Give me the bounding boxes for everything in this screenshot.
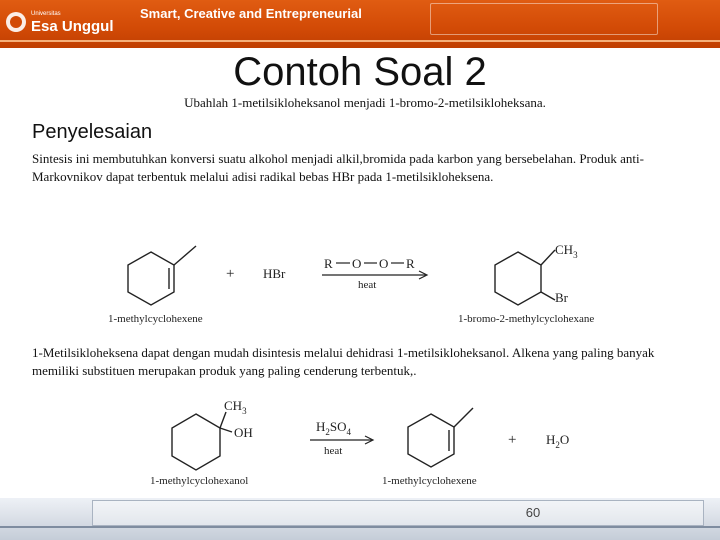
product-2-label: 1-methylcyclohexene [382,475,477,487]
logo-small-text: Universitas [31,11,61,17]
header-frame [430,3,658,35]
svg-text:R: R [324,256,333,271]
bromomethylcyclohexane-structure [495,250,555,305]
solution-paragraph-2: 1-Metilsikloheksena dapat dengan mudah disintesis melalui dehidrasi 1-metilsikloheksanol. Alkena yang paling banyak memiliki substituen merupakan produk yang paling cenderung terbentuk,. [32,345,655,378]
reactant-2-oh: OH [234,425,253,440]
problem-statement: Ubahlah 1-metilsikloheksanol menjadi 1-bromo-2-metilsikloheksana. [184,95,546,110]
reactant-1-label: 1-methylcyclohexene [108,313,203,325]
solution-paragraph-1: Sintesis ini membutuhkan konversi suatu alkohol menjadi alkil,bromida pada karbon yang bersebelahan. Produk anti-Markovnikov dapat terbentuk melalui adisi radikal bebas HBr pada 1-metilsikloheksena. [32,151,644,184]
header-divider [0,40,720,42]
reaction-arrow-1 [322,271,427,279]
product-1-br: Br [555,290,568,305]
svg-text:O: O [379,256,389,271]
methylcyclohexene-product-structure [408,408,473,467]
methylcyclohexanol-structure [172,412,232,470]
plus-sign-2: + [508,432,517,448]
footer-frame [92,500,704,526]
product-1-label: 1-bromo-2-methylcyclohexane [458,313,595,325]
peroxide-catalyst [324,256,415,271]
solution-heading: Penyelesaian [32,121,153,143]
reactant-2-ch3: $CH_3$ [224,398,247,416]
condition-heat-1: heat [358,279,377,291]
reaction-scheme-1 [100,238,640,328]
product-1-ch3: $CH_3$ [555,242,578,260]
tagline: Smart, Creative and Entrepreneurial [140,6,362,21]
reagent-hbr: HBr [263,266,286,281]
svg-text:R: R [406,256,415,271]
slide-title: Contoh Soal 2 [233,50,487,94]
reagent-h2so4: $H_2SO_4$ [316,419,352,437]
esa-unggul-logo [4,4,126,40]
byproduct-water: $H_2O$ [546,432,570,450]
reaction-arrow-2 [310,436,373,444]
reactant-2-label: 1-methylcyclohexanol [150,475,249,487]
svg-text:O: O [352,256,362,271]
reaction-scheme-2 [146,394,586,490]
header-bar [0,0,720,48]
methylcyclohexene-structure [128,246,196,305]
footer-divider [0,526,720,528]
condition-heat-2: heat [324,445,343,457]
page-number: 60 [525,505,541,520]
plus-sign: + [226,266,235,282]
logo-text: Esa Unggul [31,18,114,35]
